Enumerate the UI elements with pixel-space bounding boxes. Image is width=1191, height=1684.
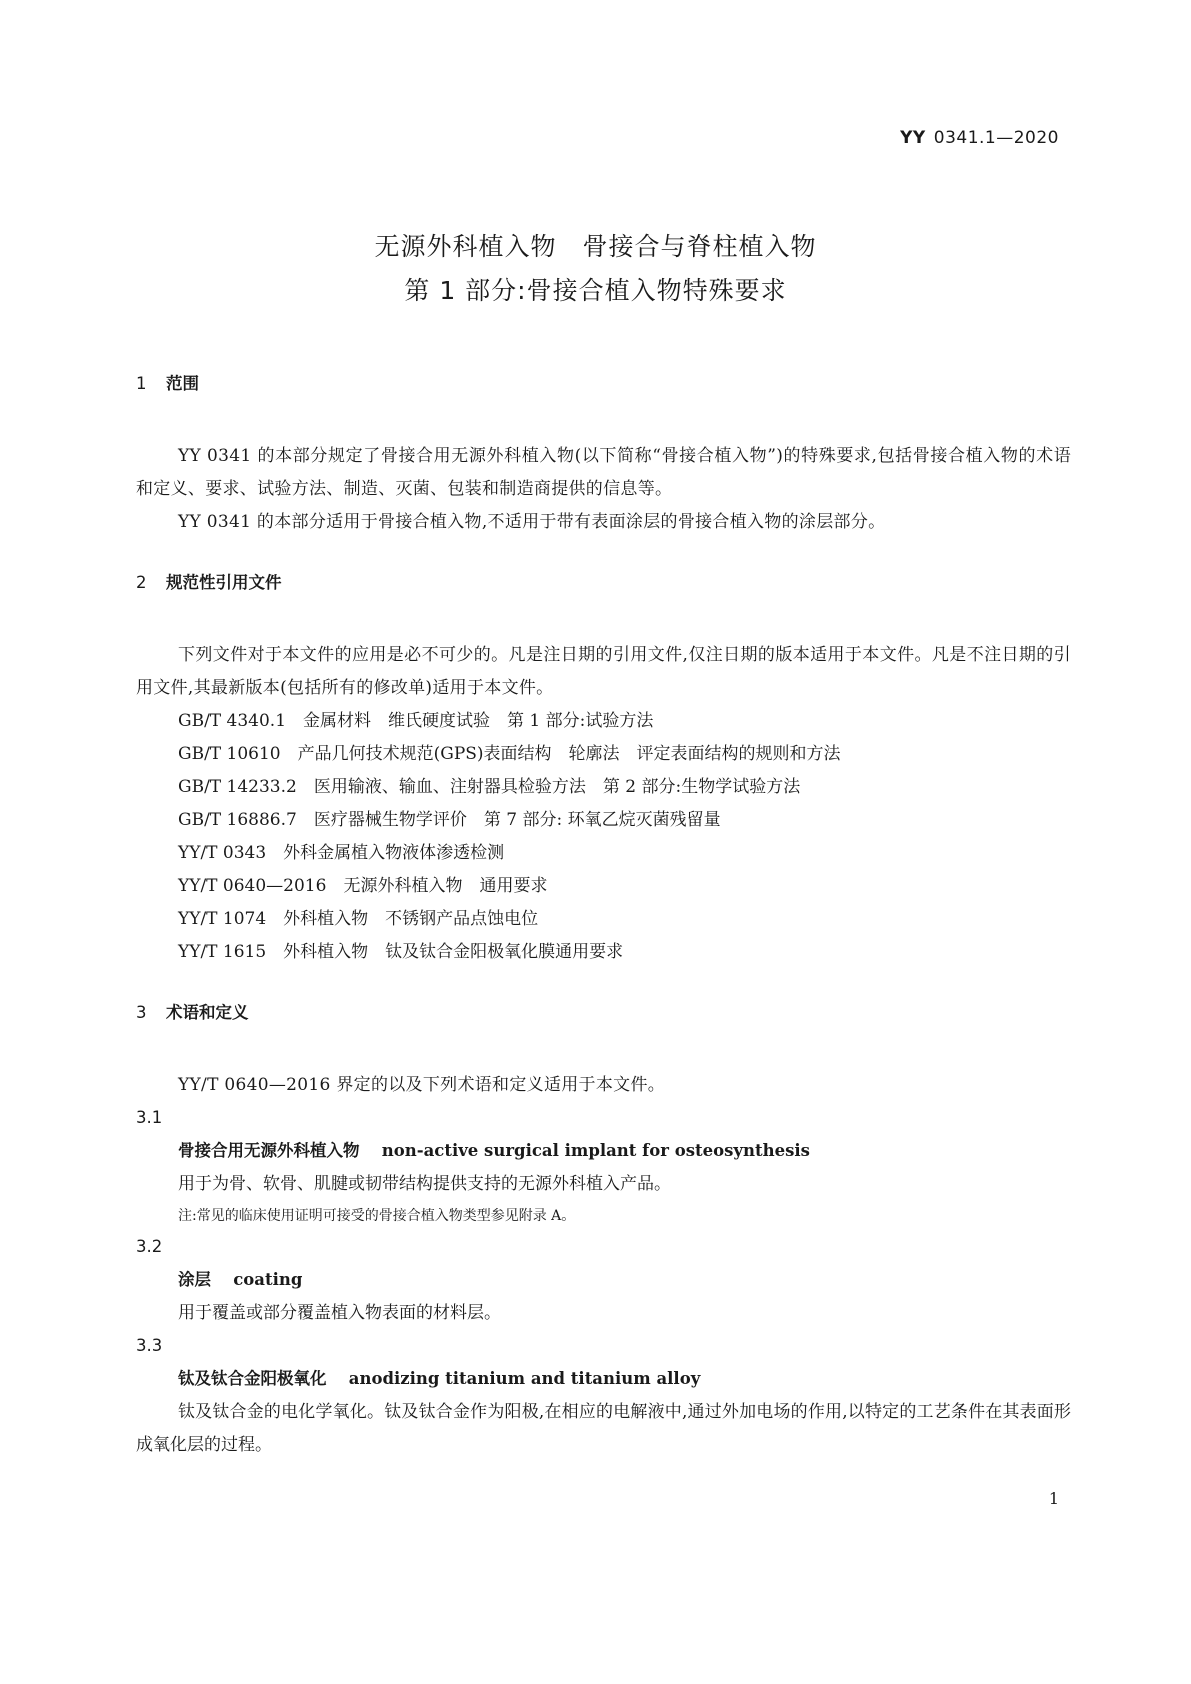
section-title: 术语和定义 (166, 1003, 249, 1022)
term-name (136, 1134, 1071, 1168)
reference-item: YY/T 0343 外科金属植入物液体渗透检测 (178, 843, 505, 863)
standard-prefix: YY (900, 128, 926, 148)
reference-item: GB/T 16886.7 医疗器械生物学评价 第 7 部分: 环氧乙烷灭菌残留量 (178, 810, 721, 830)
reference-item: GB/T 10610 产品几何技术规范(GPS)表面结构 轮廓法 评定表面结构的规则和方法 (178, 744, 841, 764)
reference-item: GB/T 14233.2 医用输液、输血、注射器具检验方法 第 2 部分:生物学试验方法 (178, 777, 801, 797)
standard-number: 0341.1—2020 (933, 128, 1059, 148)
scope-paragraph-2: YY 0341 的本部分适用于骨接合植入物,不适用于带有表面涂层的骨接合植入物的涂层部分。 (178, 512, 886, 532)
scope-paragraph-1: YY 0341 的本部分规定了骨接合用无源外科植入物(以下简称“骨接合植入物”)的特殊要求,包括骨接合植入物的术语和定义、要求、试验方法、制造、灭菌、包装和制造商提供的信息等。 (136, 446, 1071, 499)
term-name-zh: 钛及钛合金阳极氧化 (178, 1369, 327, 1388)
section-title: 规范性引用文件 (166, 573, 282, 592)
reference-item: YY/T 1615 外科植入物 钛及钛合金阳极氧化膜通用要求 (178, 942, 624, 962)
term-number: 3.1 (136, 1108, 163, 1127)
page-number: 1 (1048, 1489, 1059, 1508)
section-title: 范围 (166, 374, 199, 393)
section-heading-terms-definitions (136, 999, 1071, 1027)
term-name-zh: 骨接合用无源外科植入物 (178, 1141, 360, 1160)
term-name-zh: 涂层 (178, 1270, 211, 1289)
term-definition: 钛及钛合金的电化学氧化。钛及钛合金作为阳极,在相应的电解液中,通过外加电场的作用,以特定的工艺条件在其表面形成氧化层的过程。 (136, 1402, 1071, 1455)
term-definition: 用于为骨、软骨、肌腱或韧带结构提供支持的无源外科植入产品。 (178, 1174, 671, 1194)
term-name-en: coating (233, 1270, 303, 1289)
term-name (136, 1362, 1071, 1396)
reference-item: GB/T 4340.1 金属材料 维氏硬度试验 第 1 部分:试验方法 (178, 711, 654, 731)
title-line-1: 无源外科植入物 骨接合与脊柱植入物 (374, 232, 817, 261)
document-body (136, 370, 1071, 1462)
term-number: 3.2 (136, 1237, 163, 1256)
section-number: 3 (136, 1003, 147, 1022)
document-title (0, 225, 1191, 313)
term-name (136, 1263, 1071, 1297)
term-name-en: non-active surgical implant for osteosynthesis (381, 1141, 810, 1160)
title-line-2: 第 1 部分:骨接合植入物特殊要求 (404, 276, 787, 305)
section-number: 1 (136, 374, 147, 393)
term-name-en: anodizing titanium and titanium alloy (348, 1369, 701, 1388)
reference-item: YY/T 0640—2016 无源外科植入物 通用要求 (178, 876, 548, 896)
term-number: 3.3 (136, 1336, 163, 1355)
references-intro: 下列文件对于本文件的应用是必不可少的。凡是注日期的引用文件,仅注日期的版本适用于本文件。凡是不注日期的引用文件,其最新版本(包括所有的修改单)适用于本文件。 (136, 645, 1071, 698)
section-number: 2 (136, 573, 147, 592)
term-definition: 用于覆盖或部分覆盖植入物表面的材料层。 (178, 1303, 501, 1323)
section-heading-normative-references (136, 569, 1071, 597)
section-heading-scope (136, 370, 1071, 398)
standard-code (900, 128, 1059, 148)
reference-item: YY/T 1074 外科植入物 不锈钢产品点蚀电位 (178, 909, 539, 929)
term-note: 注:常见的临床使用证明可接受的骨接合植入物类型参见附录 A。 (178, 1208, 576, 1224)
terms-intro: YY/T 0640—2016 界定的以及下列术语和定义适用于本文件。 (178, 1075, 666, 1095)
